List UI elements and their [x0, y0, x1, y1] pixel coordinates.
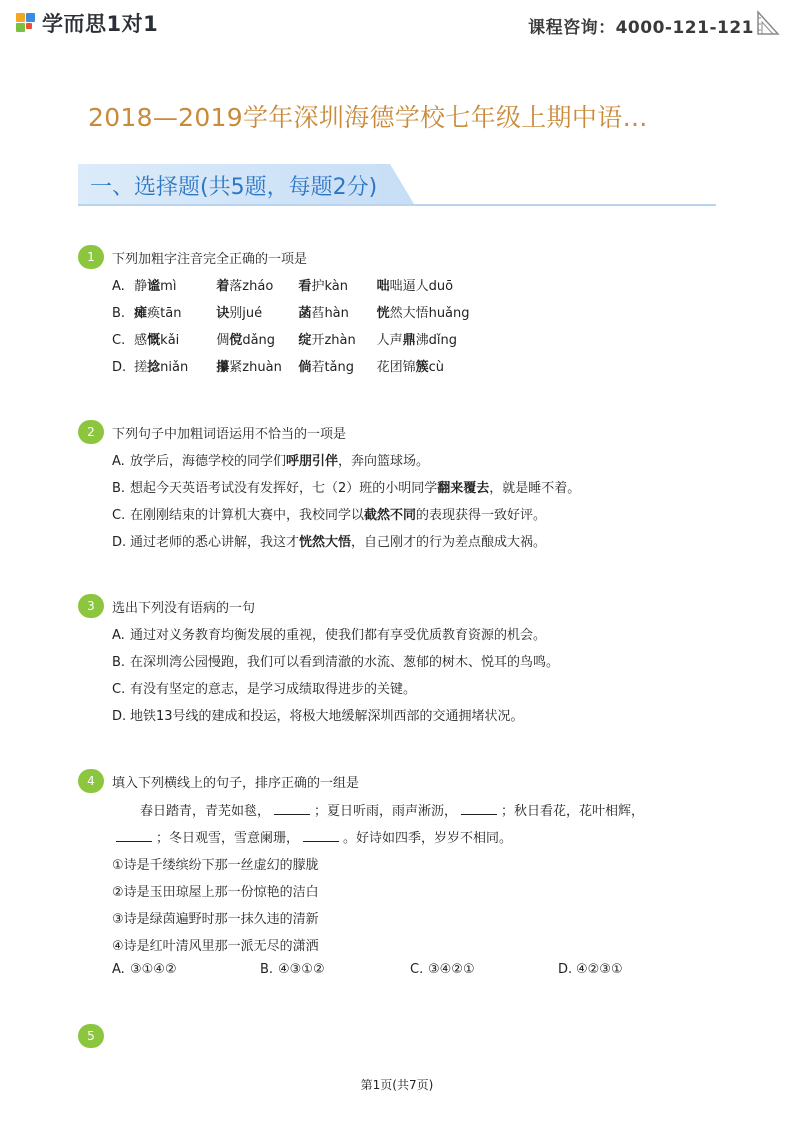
option-item: 攥紧zhuàn [216, 360, 282, 375]
option-item: 瘫痪tān [134, 306, 182, 321]
option-a [112, 275, 453, 294]
question-number-badge: 3 [78, 594, 104, 618]
answer-blank [461, 802, 497, 815]
question-stem: 下列加粗字注音完全正确的一项是 [112, 252, 308, 267]
option-item: 倜傥dǎng [216, 333, 276, 348]
question-number-badge: 4 [78, 769, 104, 793]
option-item: 搓捻niǎn [134, 360, 189, 375]
option-d [112, 356, 444, 375]
option-a: A. ③①④② [112, 962, 177, 977]
option-item: 咄咄逼人duō [376, 279, 454, 294]
option-item: 倘若tǎng [298, 360, 354, 375]
option-d: D. 通过老师的悉心讲解，我这才恍然大悟，自己刚才的行为差点酿成大祸。 [112, 535, 547, 550]
question-stem: 填入下列横线上的句子，排序正确的一组是 [112, 776, 360, 791]
choice-line: ②诗是玉田琼屋上那一份惊艳的洁白 [112, 885, 319, 900]
option-b: B. 想起今天英语考试没有发挥好，七（2）班的小明同学翻来覆去，就是睡不着。 [112, 481, 581, 496]
brand-logo-icon [14, 10, 38, 36]
ruler-icon [756, 10, 780, 36]
question-stem: 下列句子中加粗词语运用不恰当的一项是 [112, 427, 347, 442]
choice-line: ③诗是绿茵遍野时那一抹久违的清新 [112, 912, 319, 927]
option-item: 诀别jué [216, 306, 263, 321]
brand-logo [14, 8, 158, 38]
page-header [0, 0, 794, 46]
option-d: D. 地铁13号线的建成和投运，将极大地缓解深圳西部的交通拥堵状况。 [112, 709, 524, 724]
option-item: 人声鼎沸dǐng [376, 333, 457, 348]
option-a: A. 通过对义务教育均衡发展的重视，使我们都有享受优质教育资源的机会。 [112, 628, 547, 643]
choice-line: ①诗是千缕缤纷下那一丝虚幻的朦胧 [112, 858, 319, 873]
option-item: 看护kàn [298, 279, 348, 294]
passage-line-1: 春日踏青，青芜如毯， ；夏日听雨，雨声淅沥， ；秋日看花，花叶相辉， [140, 804, 645, 819]
section-banner [78, 164, 716, 208]
choice-line: ④诗是红叶清风里那一派无尽的潇洒 [112, 939, 319, 954]
option-item: 感慨kǎi [134, 333, 180, 348]
option-b [112, 302, 470, 321]
option-d: D. ④②③① [558, 962, 623, 977]
document-title: 2018—2019学年深圳海德学校七年级上期中语… [88, 103, 648, 132]
option-c: C. 有没有坚定的意志，是学习成绩取得进步的关键。 [112, 682, 417, 697]
option-c: C. 在刚刚结束的计算机大赛中，我校同学以截然不同的表现获得一致好评。 [112, 508, 547, 523]
option-letter: C. [112, 333, 126, 348]
answer-blank [116, 829, 152, 842]
passage-line-2: ；冬日观雪，雪意阑珊， 。好诗如四季，岁岁不相同。 [112, 827, 512, 846]
option-b: B. ④③①② [260, 962, 325, 977]
option-c [112, 329, 457, 348]
option-b: B. 在深圳湾公园慢跑，我们可以看到清澈的水流、葱郁的树木、悦耳的鸟鸣。 [112, 655, 560, 670]
question-number-badge: 5 [78, 1024, 104, 1048]
option-item: 菡萏hàn [298, 306, 349, 321]
question-number-badge: 2 [78, 420, 104, 444]
option-a: A. 放学后，海德学校的同学们呼朋引伴，奔向篮球场。 [112, 454, 430, 469]
consult-hotline: 课程咨询：4000-121-121 [528, 18, 754, 38]
section-divider [78, 204, 716, 206]
option-letter: D. [112, 360, 127, 375]
option-item: 绽开zhàn [298, 333, 356, 348]
question-number-badge: 1 [78, 245, 104, 269]
brand-name: 学而思1对1 [42, 12, 159, 36]
section-title: 一、选择题(共5题，每题2分) [90, 175, 378, 200]
option-c: C. ③④②① [410, 962, 475, 977]
options-row [112, 962, 623, 977]
option-item: 着落zháo [216, 279, 274, 294]
option-letter: A. [112, 279, 125, 294]
option-item: 恍然大悟huǎng [376, 306, 470, 321]
option-item: 静谧mì [134, 279, 177, 294]
question-stem: 选出下列没有语病的一句 [112, 601, 256, 616]
page-number: 第1页(共7页) [360, 1078, 434, 1092]
answer-blank [274, 802, 310, 815]
option-letter: B. [112, 306, 126, 321]
answer-blank [303, 829, 339, 842]
option-item: 花团锦簇cù [376, 360, 444, 375]
